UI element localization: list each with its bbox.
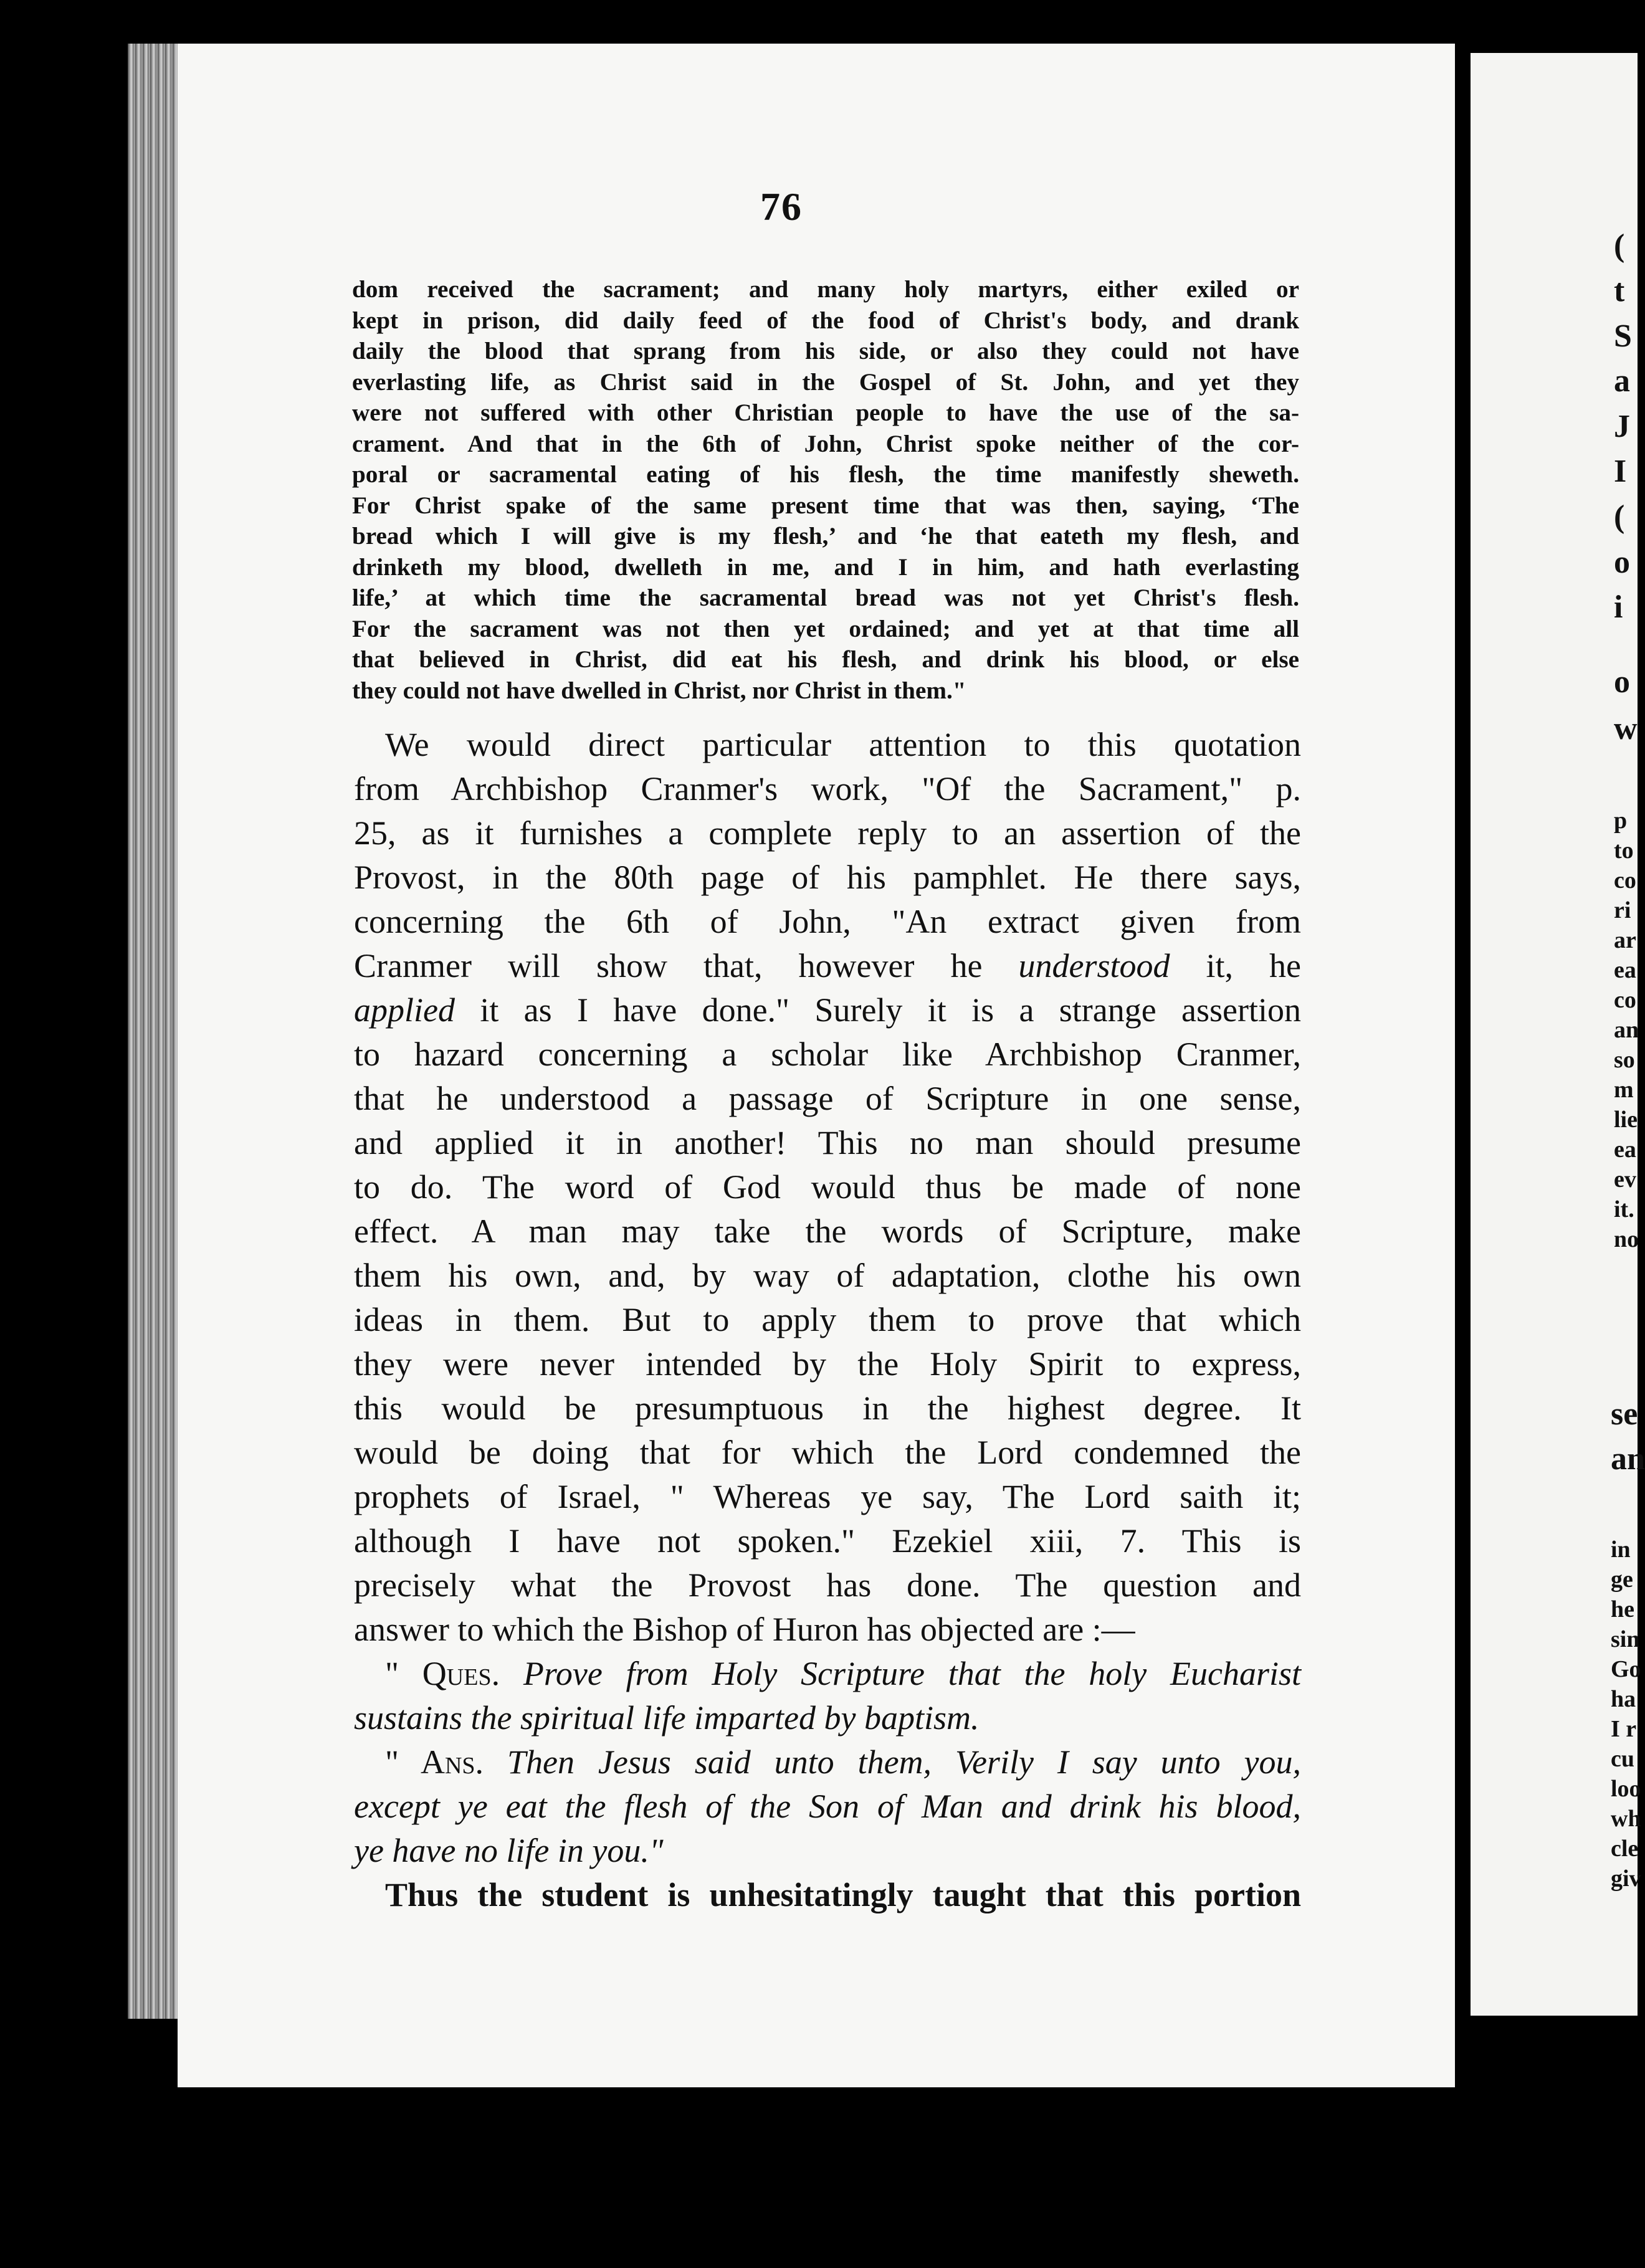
facing-page-fragment: wh	[1611, 1806, 1641, 1832]
answer-text: Then Jesus said unto them, Verily I say unto you,	[507, 1743, 1301, 1781]
facing-page-text	[1471, 53, 1645, 2016]
facing-page-fragment: ge	[1611, 1566, 1633, 1593]
quote-line: bread which I will give is my flesh,’ and ‘he that eateth my flesh, and	[352, 523, 1299, 550]
facing-page-fragment: Go	[1611, 1656, 1641, 1682]
body-line: and applied it in another! This no man should presume	[354, 1124, 1301, 1161]
body-line: to hazard concerning a scholar like Archbishop Cranmer,	[354, 1036, 1301, 1073]
body-line	[354, 1696, 1301, 1740]
facing-page-fragment: I r	[1611, 1716, 1637, 1742]
facing-page-fragment: w	[1614, 711, 1638, 746]
facing-page-fragment: co	[1614, 867, 1636, 893]
body-line: 25, as it furnishes a complete reply to an assertion of the	[354, 814, 1301, 852]
answer-text: except ye eat the flesh of the Son of Man and drink his blood,	[354, 1788, 1301, 1825]
emphasis-applied: applied	[354, 991, 455, 1029]
facing-page-fragment: co	[1614, 987, 1636, 1013]
quote-line: they could not have dwelled in Christ, nor Christ in them."	[352, 677, 966, 704]
question-text: Prove from Holy Scripture that the holy Eucharist	[523, 1655, 1302, 1692]
quote-line: crament. And that in the 6th of John, Christ spoke neither of the cor-	[352, 430, 1299, 457]
facing-page	[1471, 53, 1645, 2016]
facing-page-fragment: o	[1614, 545, 1630, 580]
body-line: they were never intended by the Holy Spirit to express,	[354, 1345, 1301, 1383]
facing-page-fragment: it.	[1614, 1196, 1634, 1222]
facing-page-fragment: t	[1614, 273, 1625, 308]
facing-page-fragment: S	[1614, 318, 1632, 354]
body-line: from Archbishop Cranmer's work, "Of the Sacrament," p.	[354, 770, 1301, 808]
body-line: would be doing that for which the Lord condemned the	[354, 1434, 1301, 1471]
body-line: that he understood a passage of Scripture in one sense,	[354, 1080, 1301, 1117]
page-number: 76	[760, 184, 803, 229]
facing-page-fragment: in	[1611, 1537, 1631, 1563]
body-line: although I have not spoken." Ezekiel xiii, 7. This is	[354, 1522, 1301, 1560]
facing-page-fragment: se	[1611, 1396, 1638, 1432]
answer-label: " Ans.	[385, 1743, 484, 1781]
body-line: Provost, in the 80th page of his pamphlet. He there says,	[354, 859, 1301, 896]
quote-line: For Christ spake of the same present time that was then, saying, ‘The	[352, 492, 1299, 519]
body-line: to do. The word of God would thus be made of none	[354, 1168, 1301, 1206]
facing-page-fragment: o	[1614, 664, 1630, 700]
quote-line: drinketh my blood, dwelleth in me, and I in him, and hath everlasting	[352, 553, 1299, 581]
body-line: Cranmer will show that, however he understood it, he	[354, 947, 1301, 984]
facing-page-fragment: (	[1614, 499, 1625, 535]
quote-line: were not suffered with other Christian people to have the use of the sa-	[352, 399, 1299, 426]
facing-page-fragment: so	[1614, 1047, 1635, 1073]
quote-line: For the sacrament was not then yet ordained; and yet at that time all	[352, 615, 1299, 642]
facing-page-fragment: ha	[1611, 1686, 1636, 1712]
emphasis-understood: understood	[1018, 947, 1170, 984]
facing-page-fragment: a	[1614, 363, 1630, 399]
question-text: sustains the spiritual life imparted by baptism.	[354, 1699, 980, 1737]
body-line: this would be presumptuous in the highest degree. It	[354, 1389, 1301, 1427]
facing-page-fragment: cle	[1611, 1836, 1639, 1862]
facing-page-fragment: loo	[1611, 1776, 1641, 1802]
body-line: Thus the student is unhesitatingly taught that this portion	[385, 1876, 1301, 1913]
facing-page-fragment: no	[1614, 1226, 1639, 1252]
quote-line: everlasting life, as Christ said in the Gospel of St. John, and yet they	[352, 368, 1299, 396]
facing-page-fragment: ev	[1614, 1166, 1636, 1193]
body-line: answer to which the Bishop of Huron has objected are :—	[354, 1611, 1135, 1648]
body-line: effect. A man may take the words of Scripture, make	[354, 1213, 1301, 1250]
facing-page-fragment: an	[1611, 1441, 1645, 1477]
facing-page-fragment: sin	[1611, 1626, 1640, 1652]
facing-page-fragment: p	[1614, 808, 1628, 834]
quote-line: life,’ at which time the sacramental bread was not yet Christ's flesh.	[352, 584, 1299, 611]
answer-text: ye have no life in you."	[354, 1832, 664, 1869]
facing-page-fragment: I	[1614, 454, 1627, 489]
quote-line: poral or sacramental eating of his flesh, the time manifestly sheweth.	[352, 461, 1299, 488]
body-line	[354, 1829, 1301, 1873]
body-line	[354, 1784, 1301, 1829]
facing-page-fragment: lie	[1614, 1107, 1638, 1133]
body-line: them his own, and, by way of adaptation, clothe his own	[354, 1257, 1301, 1294]
quote-line: that believed in Christ, did eat his flesh, and drink his blood, or else	[352, 646, 1299, 673]
facing-page-fragment: an	[1614, 1017, 1639, 1043]
facing-page-fragment: m	[1614, 1077, 1634, 1103]
facing-page-fragment: (	[1614, 228, 1625, 264]
body-line	[385, 1652, 1301, 1696]
body-line: prophets of Israel, " Whereas ye say, The Lord saith it;	[354, 1478, 1301, 1515]
body-line: concerning the 6th of John, "An extract given from	[354, 903, 1301, 940]
facing-page-fragment: ri	[1614, 897, 1631, 923]
facing-page-fragment: giv	[1611, 1865, 1641, 1892]
body-line: ideas in them. But to apply them to prove that which	[354, 1301, 1301, 1338]
facing-page-fragment: he	[1611, 1596, 1634, 1622]
book-page-edges	[128, 44, 184, 2019]
body-text	[354, 723, 1301, 1917]
facing-page-fragment: cu	[1611, 1746, 1634, 1772]
facing-page-fragment: i	[1614, 589, 1623, 625]
facing-page-fragment: to	[1614, 837, 1634, 864]
body-line	[385, 1740, 1301, 1784]
question-label: " Ques.	[385, 1655, 500, 1692]
quote-line: kept in prison, did daily feed of the food of Christ's body, and drank	[352, 307, 1299, 334]
body-line: precisely what the Provost has done. The question and	[354, 1566, 1301, 1604]
facing-page-fragment: ea	[1614, 1136, 1636, 1163]
quote-line: daily the blood that sprang from his side, or also they could not have	[352, 338, 1299, 364]
facing-page-fragment: J	[1614, 409, 1630, 444]
facing-page-fragment: ar	[1614, 927, 1636, 953]
block-quote	[352, 274, 1299, 706]
body-line: applied it as I have done." Surely it is a strange assertion	[354, 991, 1301, 1029]
facing-page-fragment: ea	[1614, 957, 1636, 983]
quote-line: dom received the sacrament; and many holy martyrs, either exiled or	[352, 276, 1299, 303]
body-line: We would direct particular attention to this quotation	[385, 726, 1301, 763]
